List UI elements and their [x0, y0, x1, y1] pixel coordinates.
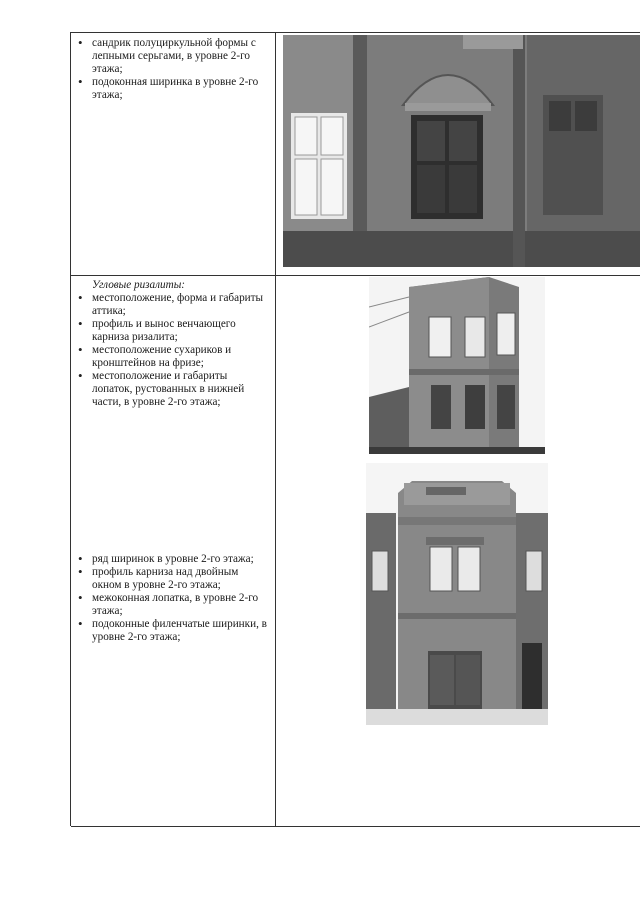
list-item: • ряд ширинок в уровне 2-го этажа; — [77, 553, 269, 566]
table-row — [71, 275, 640, 827]
table-row — [71, 33, 640, 276]
list-item: • местоположение сухариков и кронштейнов на фризе; — [77, 344, 269, 370]
list-item: • подоконная ширинка в уровне 2-го этажа; — [77, 76, 269, 102]
photo-cell — [276, 33, 640, 275]
list-item: • профиль и вынос венчающего карниза ризалита; — [77, 318, 269, 344]
description-cell — [71, 33, 276, 275]
list-item: • профиль карниза над двойным окном в уровне 2-го этажа; — [77, 566, 269, 592]
description-cell — [71, 275, 276, 826]
feature-list — [77, 37, 269, 102]
list-item: • межоконная лопатка, в уровне 2-го этажа; — [77, 592, 269, 618]
facade-window-photo — [283, 35, 640, 267]
corner-risalit-photo — [369, 277, 545, 454]
feature-list — [77, 553, 269, 644]
list-item: • местоположение и габариты лопаток, рустованных в нижней части, в уровне 2-го этажа; — [77, 370, 269, 409]
risalit-facade-photo — [366, 463, 548, 725]
section-heading: Угловые ризалиты: — [92, 279, 185, 291]
feature-list — [77, 292, 269, 409]
list-item: • сандрик полуциркульной формы с лепными серьгами, в уровне 2-го этажа; — [77, 37, 269, 76]
list-item: • местоположение, форма и габариты аттика; — [77, 292, 269, 318]
photo-cell — [276, 275, 640, 826]
list-item: • подоконные филенчатые ширинки, в уровне 2-го этажа; — [77, 618, 269, 644]
document-table — [70, 32, 640, 826]
